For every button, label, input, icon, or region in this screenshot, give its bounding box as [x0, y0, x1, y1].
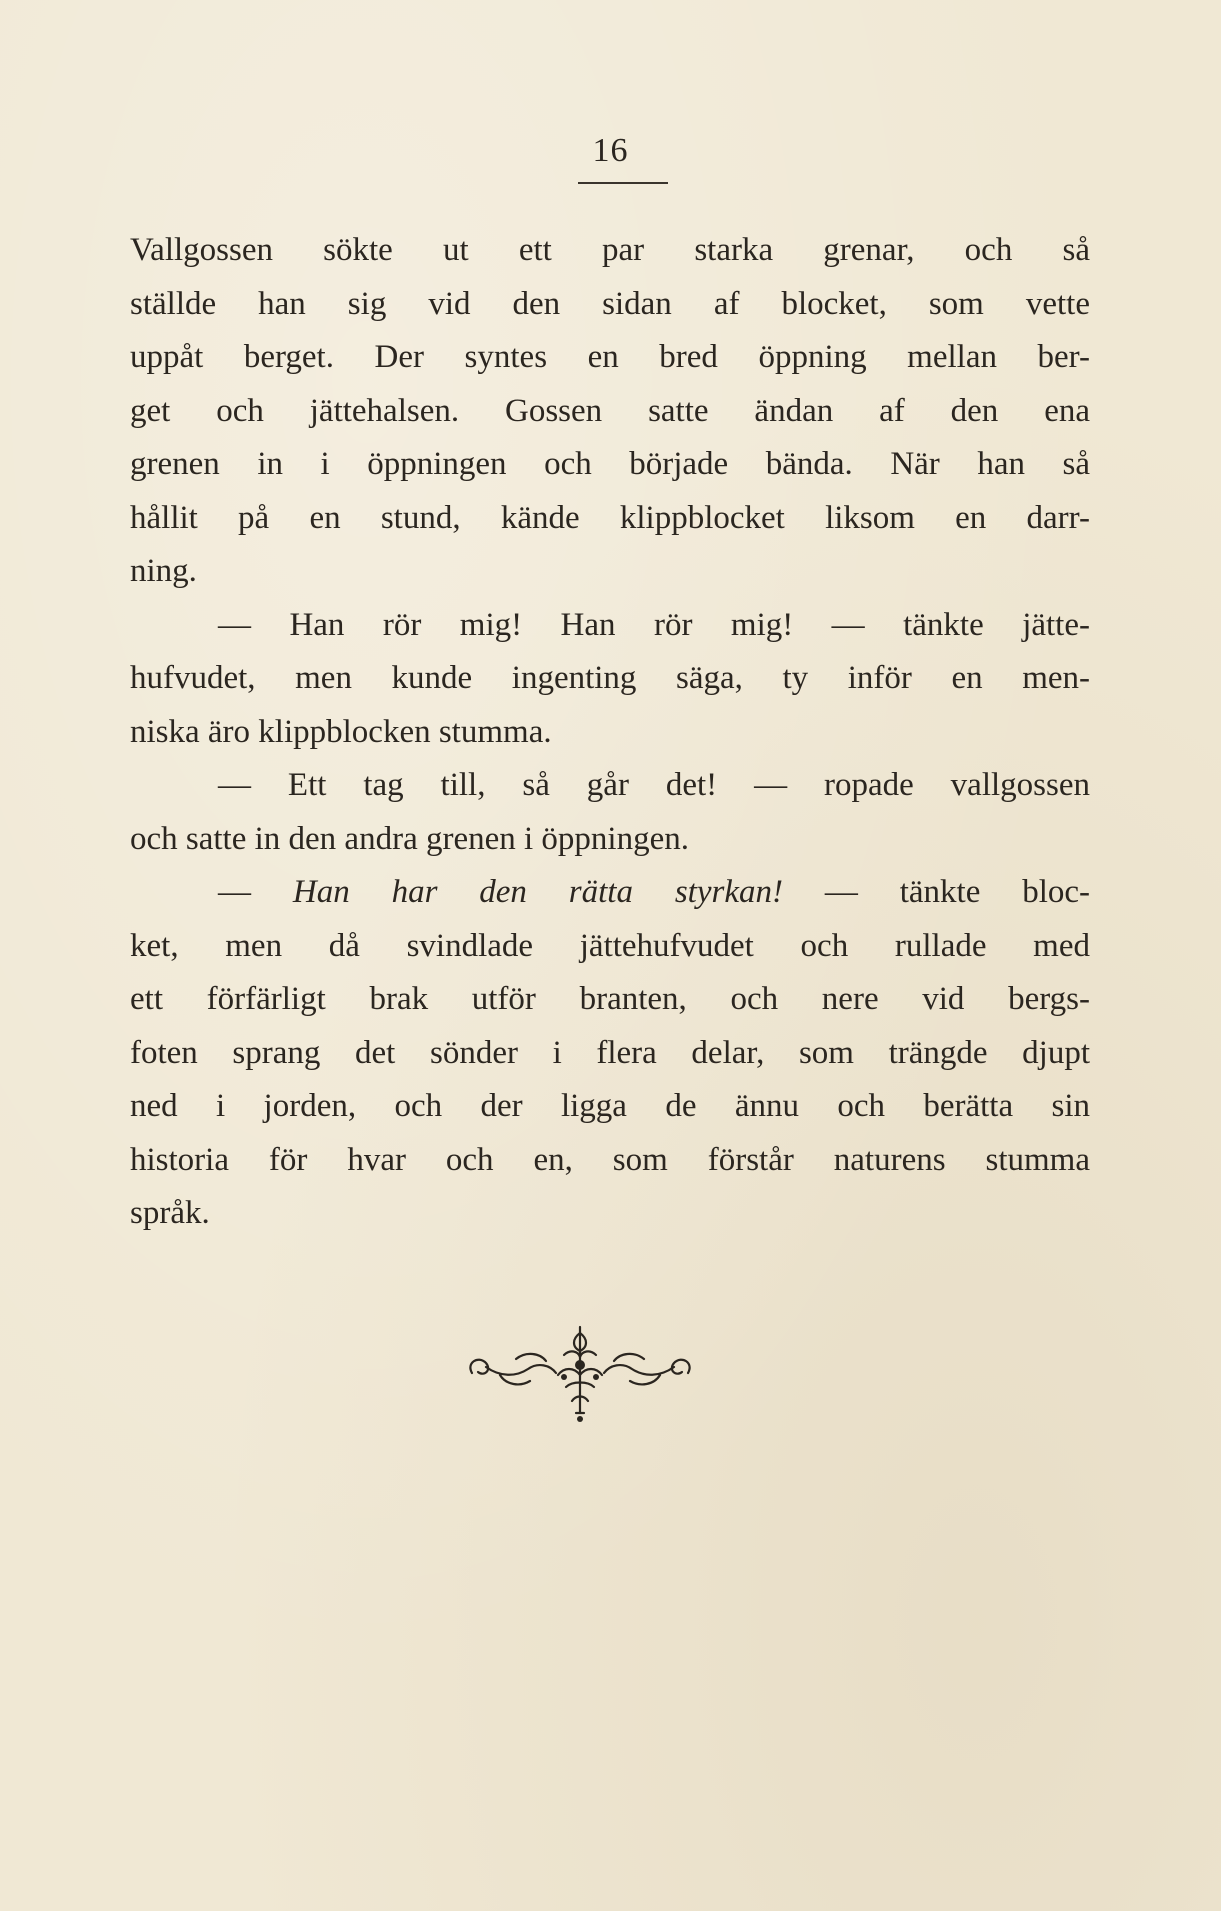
- page-number-rule: [578, 182, 668, 184]
- text-line: historia för hvar och en, som förstår naturens stumma: [130, 1141, 1090, 1178]
- text-line: ket, men då svindlade jättehufvudet och rullade med: [130, 927, 1090, 964]
- text-line-italic-mixed: [130, 866, 1090, 920]
- text-line: ett förfärligt brak utför branten, och nere vid bergs-: [130, 981, 1090, 1017]
- text-line: grenen in i öppningen och började bända. När han så: [130, 446, 1090, 482]
- text-line: — Ett tag till, så går det! — ropade vallgossen: [218, 767, 1090, 803]
- fleuron-ornament-icon: [460, 1315, 700, 1425]
- text-line: hållit på en stund, kände klippblocket liksom en darr-: [130, 499, 1090, 536]
- body-text: [130, 224, 1090, 1241]
- text-continuation: — tänkte bloc-: [782, 874, 1091, 910]
- italic-quote: Han har den rätta styrkan!: [292, 874, 783, 910]
- text-line: ned i jorden, och der ligga de ännu och berätta sin: [130, 1088, 1090, 1124]
- text-line: uppåt berget. Der syntes en bred öppning mellan ber-: [130, 339, 1090, 375]
- page-number: 16: [592, 132, 629, 169]
- text-line: niska äro klippblocken stumma.: [130, 713, 552, 750]
- text-line: ning.: [130, 553, 197, 589]
- text-line: språk.: [130, 1195, 210, 1231]
- text-line: ställde han sig vid den sidan af blocket, som vette: [130, 285, 1090, 322]
- text-line: — Han rör mig! Han rör mig! — tänkte jätte-: [218, 606, 1090, 643]
- text-line: foten sprang det sönder i flera delar, som trängde djupt: [130, 1034, 1090, 1071]
- text-line: hufvudet, men kunde ingenting säga, ty inför en men-: [130, 660, 1090, 696]
- text-line: get och jättehalsen. Gossen satte ändan af den ena: [130, 392, 1090, 429]
- text-line: och satte in den andra grenen i öppningen.: [130, 820, 689, 857]
- text-line: Vallgossen sökte ut ett par starka grenar, och så: [130, 232, 1090, 268]
- text-dash: —: [218, 874, 293, 910]
